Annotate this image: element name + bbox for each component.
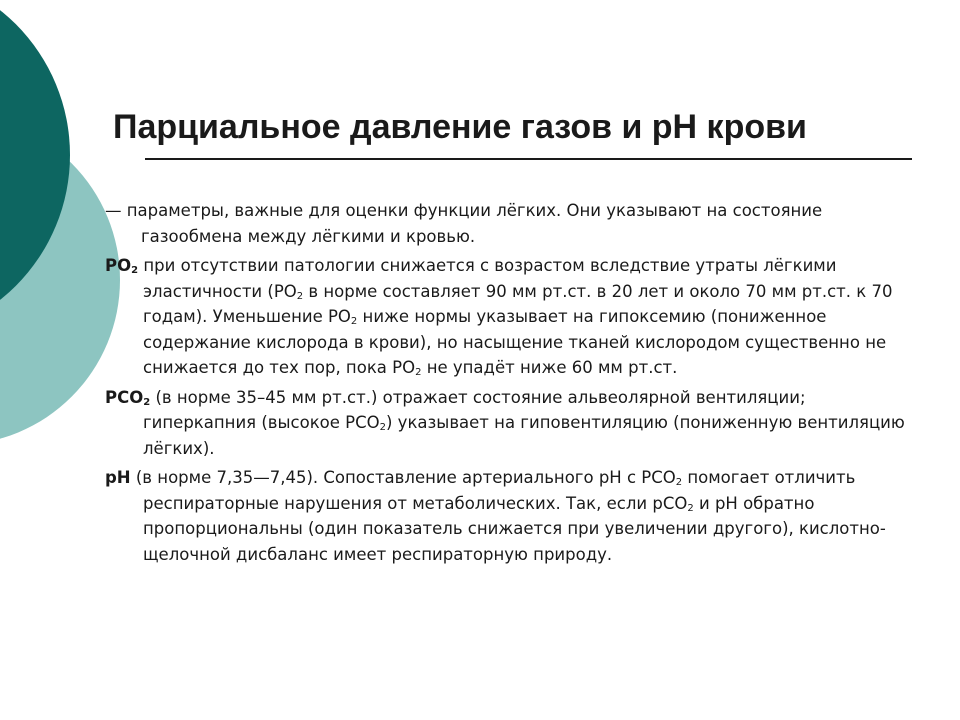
pco2-term-label: PCO xyxy=(105,387,144,407)
intro-paragraph xyxy=(105,198,920,249)
po2-text-1: при отсутствии патологии снижается с возрастом вследствие утраты лёгкими эластичности (PO xyxy=(138,256,837,301)
title-underline xyxy=(145,158,912,160)
po2-subscript-1: 2 xyxy=(296,290,304,302)
ph-text-2: помогает отличить респираторные нарушения от метаболических. Так, если pCO xyxy=(143,468,856,513)
po2-subscript-2: 2 xyxy=(350,316,358,327)
pco2-text-2: ) указывает на гиповентиляцию (пониженную вентиляцию лёгких). xyxy=(143,413,905,458)
po2-text-2: в норме составляет 90 мм рт.ст. в 20 лет и около 70 мм рт.ст. к 70 годам). Уменьшение PO xyxy=(143,281,893,326)
po2-paragraph xyxy=(105,253,920,381)
po2-subscript-3: 2 xyxy=(415,367,422,378)
intro-text: — параметры, важные для оценки функции лёгких. Они указывают на состояние газообмена между лёгкими и кровью. xyxy=(105,201,823,246)
pco2-term xyxy=(105,388,150,407)
po2-text-4: не упадёт ниже 60 мм рт.ст. xyxy=(421,358,678,377)
po2-text-3: ниже нормы указывает на гипоксемию (пониженное содержание кислорода в крови), но насыщение тканей кислородом существенно не снижается до тех пор, пока PO xyxy=(143,307,887,377)
ph-subscript-1: 2 xyxy=(675,477,683,488)
po2-term xyxy=(105,256,138,275)
pco2-text-1: (в норме 35–45 мм рт.ст.) отражает состояние альвеолярной вентиляции; гиперкапния (высокое PCO xyxy=(143,387,806,432)
slide-title: Парциальное давление газов и pH крови xyxy=(113,108,807,146)
ph-subscript-2: 2 xyxy=(687,502,694,514)
ph-term: pH xyxy=(105,468,131,487)
pco2-paragraph xyxy=(105,385,920,462)
pco2-term-subscript: 2 xyxy=(143,396,151,408)
po2-term-subscript: 2 xyxy=(131,265,139,276)
pco2-subscript-1: 2 xyxy=(379,422,386,433)
po2-term-label: PO xyxy=(105,256,132,275)
ph-text-3: и pH обратно пропорциональны (один показатель снижается при увеличении другого), кислотно-щелочной дисбаланс имеет респираторную природу. xyxy=(143,493,886,564)
ph-paragraph xyxy=(105,465,920,567)
ph-text-1: (в норме 7,35—7,45). Сопоставление артериального pH с PCO xyxy=(130,468,676,487)
slide-body xyxy=(105,198,920,571)
